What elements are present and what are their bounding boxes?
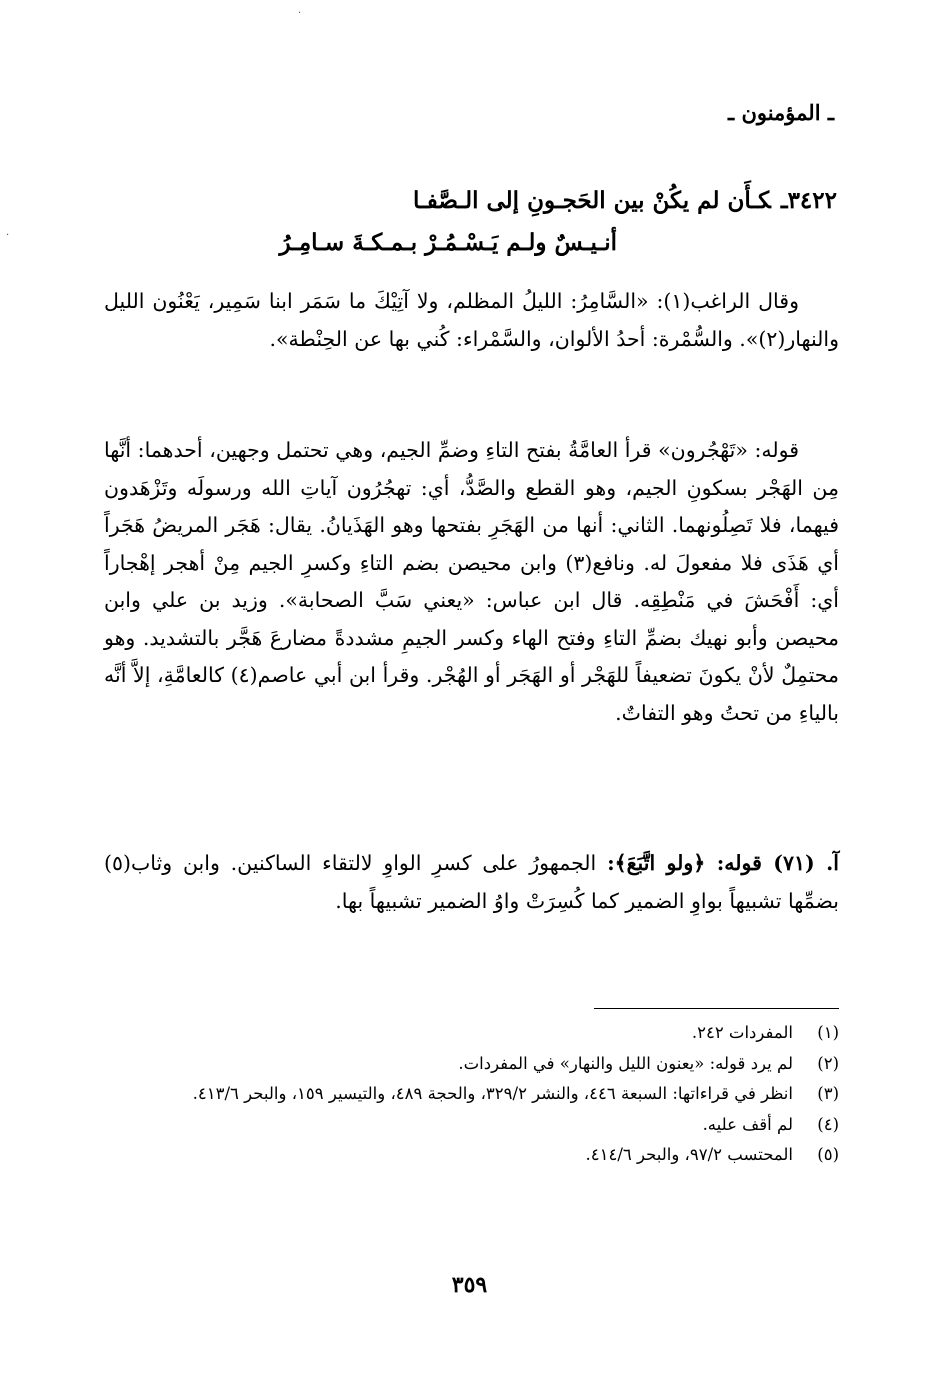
verse-hemistich-2: أنـيـسٌ ولـم يَـسْـمُـرْ بـمـكـةَ سـامِـرُ (279, 229, 617, 256)
footnote-item (104, 1018, 839, 1049)
footnote-item (104, 1110, 839, 1141)
footnote-item (104, 1049, 839, 1080)
footnote-number: (٢) (817, 1053, 839, 1073)
verse-number: ٣٤٢٢ـ (780, 187, 837, 214)
footnote-number: (٣) (817, 1084, 839, 1103)
paragraph-text: وقال الراغب(١): «السَّامِرُ: الليلُ المظلم، ولا آتِيْكَ ما سَمَر ابنا سَمِير، يَعْنُون الليل والنهار(٢)». والسُّمْرة: أحدُ الألوان، والسَّمْراء: كُني بها عن الحِنْطة». (104, 289, 839, 351)
footnote-text: انظر في قراءاتها: السبعة ٤٤٦، والنشر ٣٢٩/٢، والحجة ٤٨٩، والتيسير ١٥٩، والبحر ٤١٣/٦. (192, 1084, 793, 1103)
scan-mark: · (6, 230, 10, 241)
page-number: ٣٥٩ (451, 1272, 488, 1298)
footnote-text: لم يرد قوله: «يعنون الليل والنهار» في المفردات. (458, 1053, 793, 1073)
footnote-text: لم أقف عليه. (702, 1114, 793, 1134)
verse-hemistich-1: كـأَن لم يكُنْ بين الحَجـونِ إلى الـصَّفـا (413, 187, 771, 214)
footnote-divider (594, 1008, 839, 1009)
scan-mark: · (298, 8, 302, 19)
paragraph-raghib (104, 283, 839, 358)
verse-line-1 (97, 180, 837, 222)
footnote-text: المفردات ٢٤٢. (691, 1023, 793, 1042)
footnotes (104, 1018, 839, 1171)
verse-line-2 (279, 222, 617, 264)
paragraph-verse-71 (104, 845, 839, 920)
paragraph-text: قوله: «تَهْجُرون» قرأ العامَّةُ بفتح التاءِ وضمِّ الجيم، وهي تحتمل وجهين، أحدهما: أنَّها مِن الهَجْر بسكونِ الجيم، وهو القطع والصَّدُّ، أي: تهجُرُون آياتِ الله ورسولَه وتَزْهَدون فيهما، فلا تَصِلُونهما. الثاني: أنها من الهَجَرِ بفتحها وهو الهَذَيانُ. يقال: هَجَر المريضُ هَجَراً أي هَذَى فلا مفعولَ له. ونافع(٣) وابن محيصن بضم التاءِ وكسرِ الجيم مِنْ أهجر إهْجاراً أي: أَفْحَشَ في مَنْطِقِه. قال ابن عباس: «يعني سَبَّ الصحابة». وزيد بن علي وابن محيصن وأبو نهيك بضمِّ التاءِ وفتح الهاء وكسر الجيمِ مشددةً مضارعَ هَجَّر بالتشديد. وهو محتمِلٌ لأنْ يكونَ تضعيفاً للهَجْر أو الهَجَر أو الهُجْر. وقرأ ابن أبي عاصم(٤) كالعامَّةِ، إلاَّ أنَّه بالياءِ من تحتُ وهو التفاتٌ. (104, 438, 840, 725)
footnote-item (104, 1079, 839, 1110)
footnote-text: المحتسب ٩٧/٢، والبحر ٤١٤/٦. (585, 1145, 793, 1164)
footnote-number: (١) (817, 1023, 839, 1042)
footnote-number: (٥) (817, 1145, 839, 1164)
paragraph-tahjurun (104, 432, 839, 732)
running-header: ـ المؤمنون ـ (727, 100, 834, 125)
footnote-item (104, 1140, 839, 1171)
verse-reference: آ. (٧١) قوله: ﴿ولو اتَّبَعَ﴾: (607, 851, 839, 875)
footnote-number: (٤) (817, 1114, 839, 1134)
paragraph-text: الجمهورُ على كسرِ الواوِ لالتقاء الساكنين. وابن وثاب(٥) بضمِّها تشبيهاً بواوِ الضمير كما كُسِرَتْ واوُ الضمير تشبيهاً بها. (104, 851, 839, 913)
